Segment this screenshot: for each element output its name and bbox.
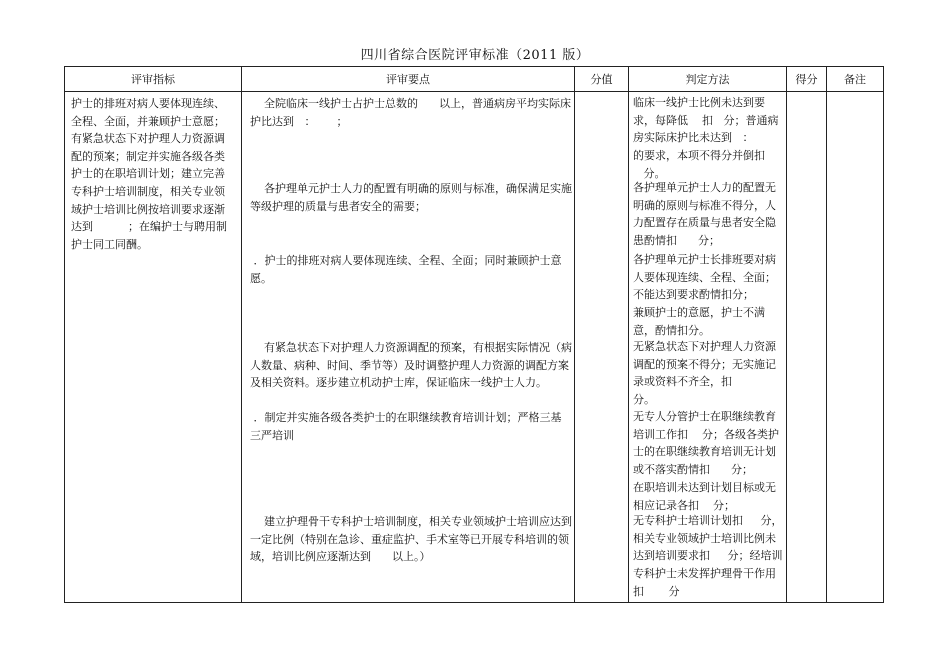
header-indicator: 评审指标 (65, 67, 242, 92)
point-item: 各护理单元护士人力的配置有明确的原则与标准，确保满足实施等级护理的质量与患者安全的需要； (250, 182, 572, 213)
method-cell (629, 92, 787, 603)
method-item: 无专人分管护士在职继续教育培训工作扣 分；各级各类护士的在职继续教育培训无计划或不落实酌情扣 分； 在职培训未达到计划目标或无相应记录各扣 分； (633, 410, 779, 512)
table-row (65, 92, 884, 603)
header-method: 判定方法 (629, 67, 787, 92)
point-item: ．制定并实施各级各类护士的在职继续教育培训计划；严格三基三严培训 (250, 411, 562, 442)
method-item: 临床一线护士比例未达到要求，每降低 扣 分；普通病房实际床护比未达到 ： 的要求，本项不得分并倒扣 分。 (633, 96, 779, 180)
method-item: 无紧急状态下对护理人力资源调配的预案不得分；无实施记录或资料不齐全，扣 分。 (633, 340, 776, 407)
document-title: 四川省综合医院评审标准（2011 版） (360, 48, 590, 63)
points-cell (242, 92, 575, 603)
method-item: 各护理单元护士长排班要对病人要体现连续、全程、全面；不能达到要求酌情扣分； 兼顾护士的意愿，护士不满意，酌情扣分。 (633, 253, 776, 337)
got-score-cell (787, 92, 827, 603)
evaluation-standard-table (64, 66, 884, 603)
header-score: 分值 (575, 67, 629, 92)
indicator-text: 护士的排班对病人要体现连续、全程、全面，并兼顾护士意愿；有紧急状态下对护理人力资源调配的预案；制定并实施各级各类护士的在职培训计划；建立完善专科护士培训制度，相关专业领域护士培训比例按培训要求逐渐达到 ；在编护士与聘用制护士同工同酬。 (71, 97, 227, 251)
point-item: ．护士的排班对病人要体现连续、全程、全面；同时兼顾护士意愿。 (250, 254, 562, 285)
header-got-score: 得分 (787, 67, 827, 92)
point-item: 有紧急状态下对护理人力资源调配的预案，有根据实际情况（病人数量、病种、时间、季节等）及时调整护理人力资源的调配方案及相关资料。逐步建立机动护士库，保证临床一线护士人力。 (250, 341, 572, 390)
remark-cell (827, 92, 884, 603)
header-remark: 备注 (827, 67, 884, 92)
method-item: 各护理单元护士人力的配置无明确的原则与标准不得分，人力配置存在质量与患者安全隐患酌情扣 分； (633, 181, 776, 248)
header-points: 评审要点 (242, 67, 575, 92)
point-item: 全院临床一线护士占护士总数的 以上，普通病房平均实际床护比达到 ： ； (250, 97, 571, 128)
method-item: 无专科护士培训计划扣 分，相关专业领域护士培训比例未达到培训要求扣 分；经培训专科护士未发挥护理骨干作用扣 分 (633, 514, 783, 598)
table-header-row (65, 67, 884, 92)
point-item: 建立护理骨干专科护士培训制度，相关专业领域护士培训应达到一定比例（特别在急诊、重症监护、手术室等已开展专科培训的领域，培训比例应逐渐达到 以上。） (250, 515, 572, 564)
score-cell (575, 92, 629, 603)
indicator-cell (65, 92, 242, 603)
